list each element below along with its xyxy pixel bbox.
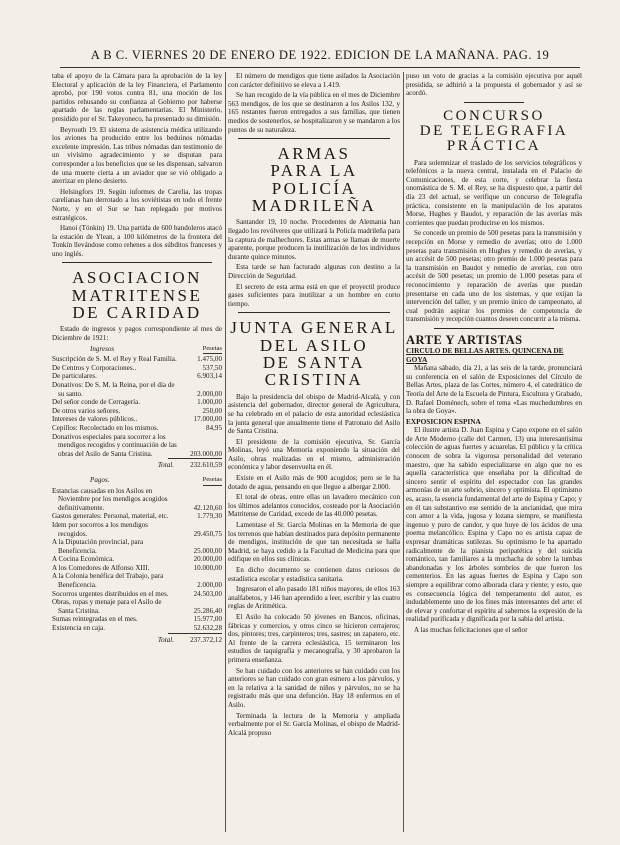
ledger-pagos-head	[52, 476, 222, 485]
article-text: Hanoi (Tónkin) 19. Una partida de 600 bandoleros atacó la estación de Ylean, a 100 kilómetros de la frontera del Tonkín llevándose como rehenes a dos súbditos franceses y uno inglés.	[52, 224, 222, 258]
ledger-row-label: A los Comedores de Alfonso XIII.	[52, 563, 150, 572]
total-label: Total.	[157, 461, 174, 470]
ledger-row	[52, 487, 222, 513]
ledger-row-label: Obras, ropas y menaje para el Asilo de Santa Cristina.	[52, 598, 162, 615]
ledger-row	[52, 590, 222, 599]
ledger-row-amount: 1.000,00	[197, 398, 222, 407]
ledger-row-amount: 25.286,40	[193, 606, 222, 615]
ledger-row-amount: 20.000,00	[193, 555, 222, 564]
headline-line: MATRITENSE	[71, 285, 203, 305]
headline-concurso	[406, 109, 582, 155]
ledger-row-amount: 15.977,00	[193, 615, 222, 624]
ledger-total-ingresos	[52, 461, 222, 470]
article-text: El presidente de la comisión ejecutiva, Sr. García Molinas, leyó una Memoria exponiendo la situación del Asilo, obras realizadas en el mismo, administración económica y labor desenvuelta en él.	[228, 437, 400, 472]
ledger-row	[52, 598, 222, 615]
subheading-exposicion: EXPOSICION ESPINA	[406, 416, 481, 426]
article-text: Se concede un premio de 500 pesetas para la transmisión y recepción en Morse y remedio de averías; otro de 1.000 pesetas para transmisión en Hughes y remedio de averías, y un accésit de 500 pesetas; otro premio de 1.000 pesetas para la transmisión en Baudot y remedio de averías, con otro accésit de 500 pesetas; un premio de 1.000 pesetas para el reconocimiento y reparación de averías que puedan presentarse en cada uno de los sistemas, y que exijan la intervención del taller, y un premio único de campeonato, al cual podrán aspirar los premios de competencia de transmisión y recepción cuantos deseen concurrir a la misma.	[406, 229, 582, 324]
ledger-total-pagos	[52, 636, 222, 645]
article-text: Terminada la lectura de la Memoria y ampliada verbalmente por el Sr. García Molinas, el obispo de Madrid-Alcalá propuso	[228, 711, 400, 737]
total-amount: 237.372,12	[190, 635, 222, 644]
article-text: Mañana sábado, día 21, a las seis de la tarde, pronunciará su conferencia en el salón de Exposiciones del Círculo de Bellas Artes, plaza de las Cortes, número 4, el catedrático de Teoría del Arte de la Escuela de Pintura, Escultura y Grabado, D. Rafael Doménech, sobre el tema «Las muchedumbres en la obra de Goya».	[406, 364, 582, 416]
ledger-row	[52, 555, 222, 564]
ledger-row	[52, 564, 222, 573]
article-text: Lamentase el Sr. García Molinas en la Memoria de que los terrenos que habían destinados para depósito permanente de mendigos, institución de que tan necesitada se halla Madrid, se haya cedido a la Facultad de Medicina para que edifique en ellos sus clínicas.	[228, 521, 400, 564]
ledger-row-label: De Centros y Corporaciones..	[52, 363, 137, 372]
headline-line: JUNTA GENERAL	[230, 318, 398, 338]
ledger-row	[52, 415, 222, 424]
ledger-row-amount: 10.000,00	[193, 563, 222, 572]
ledger-row-label: Existencia en caja.	[52, 624, 105, 633]
article-text: Para solemnizar el traslado de los servicios telegráficos y telefónicos a la nueva central, instalada en el Palacio de Comunicaciones, de esta corte, y celebrar la fiesta onomástica de S. M. el Rey, se ha dispuesto que, a partir del día 23 del actual, se verifique un concurso de Telegrafía práctica, consistente en la manipulación de los aparatos Morse, Hughes y Baudot, y reparación de las averías más corrientes que puedan producirse en los mismos.	[406, 158, 582, 227]
headline-line: CONCURSO	[443, 107, 545, 124]
ledger-row	[52, 407, 222, 416]
column-3	[406, 72, 582, 832]
article-text: A las muchas felicitaciones que el señor	[414, 625, 528, 634]
ledger-row-label: Socorros urgentes distribuidos en el mes.	[52, 589, 169, 598]
article-text: En dicho documento se contienen datos curiosos de estadística escolar y estadística sanitaria.	[228, 566, 400, 583]
total-rule	[168, 633, 222, 634]
ledger-row-label: Suscripción de S. M. el Rey y Real Familia.	[52, 355, 177, 364]
article-text: Esta tarde se han facturado algunas con destino a la Dirección de Seguridad.	[228, 263, 400, 281]
ledger-row-label: Intereses de valores públicos..	[52, 415, 138, 424]
ledger-row-amount: 42.120,60	[193, 503, 222, 512]
ledger-row-amount: 17.000,00	[193, 415, 222, 424]
section-title-arte: ARTE Y ARTISTAS	[406, 332, 523, 347]
ledger-row-label: A Cocina Económica.	[52, 555, 115, 564]
article-text: Santander 19, 10 noche. Procedentes de Alemania han llegado los revólveres que utilizará la Policía madrileña para la captura de malhechores. Estas armas se llaman de muerte aparente, porque producen la inutilización de los individuos durante quince minutos.	[228, 218, 400, 261]
ledger-row	[52, 364, 222, 373]
headline-line: DE TELEGRAFIA	[419, 123, 569, 140]
ledger-row	[52, 572, 222, 589]
ledger-row-label: Cepillos: Recolectado en los mismos.	[52, 423, 159, 432]
ledger-pesetas-label: Pesetas	[203, 345, 222, 355]
ledger-row	[52, 521, 222, 538]
ledger-row-label: Idem por socorros a los mendigos recogidos.	[52, 520, 148, 538]
ledger-row-label: Del señor conde de Cerragería.	[52, 398, 141, 407]
ledger-row-amount: 6.903,14	[197, 372, 222, 381]
ledger-row-amount: 250,00	[202, 406, 222, 415]
ledger-row	[52, 372, 222, 381]
headline-asociacion	[52, 269, 222, 321]
ledger-row-label: Donativos: De S. M. la Reina, por el día de su santo.	[52, 381, 175, 398]
ledger-row	[52, 615, 222, 624]
article-text: Helsingfors 19. Según informes de Carelia, las tropas carelianas han derrotado a los soviétistas en todo el frente Norte, y en el Sur se han replegado por motivos estratégicos.	[52, 187, 222, 222]
divider	[62, 262, 212, 263]
headline-armas	[228, 145, 400, 214]
ledger-row-amount: 2.000,00	[197, 389, 222, 398]
ledger-row-label: Estancias causadas en los Asilos en Noviembre por los mendigos acogidos definitivamente.	[52, 486, 168, 512]
article-text: puso un voto de gracias a la comisión ejecutiva por aquél presidida, se adhirió a la propuesta el gobernador y así se acordó.	[406, 72, 582, 98]
total-amount: 232.610,59	[190, 461, 222, 470]
divider	[238, 138, 390, 139]
column-2	[228, 72, 400, 832]
headline-line: ASOCIACION	[72, 268, 202, 288]
ledger-row-label: De particulares.	[52, 372, 97, 381]
ledger-row-amount: 29.450,75	[193, 529, 222, 538]
subheading-circulo: CIRCULO DE BELLAS ARTES. QUINCENA DE GOYA	[406, 345, 564, 364]
article-text: Se han recogido de la vía pública en el mes de Diciembre 563 mendigos, de los que se destinaron a los Asilos 132, y 165 restantes fueron entregados a sus familias, que tienen medios de sostenerlos, se hospitalizaron y se mandaron a los puntos de su naturaleza.	[228, 91, 400, 134]
ledger-row	[52, 512, 222, 521]
ledger-row-label: Donativos especiales para socorrer a los mendigos recogidos y continuación de las obras del Asilo de Santa Cristina.	[52, 432, 177, 458]
masthead: A B C. VIERNES 20 DE ENERO DE 1922. EDICION DE LA MAÑANA. PAG. 19	[60, 45, 580, 68]
headline-line: MADRILEÑA	[251, 196, 377, 216]
ledger-pesetas-label: Pesetas	[203, 476, 222, 486]
ledger-ingresos	[52, 355, 222, 458]
ledger-row-label: A la Colonia benéfica del Trabajo, para Beneficencia.	[52, 572, 164, 590]
ledger-row	[52, 433, 222, 459]
headline-junta	[228, 319, 400, 388]
column-1	[52, 72, 222, 832]
article-text: Existe en el Asilo más de 900 acogidos; pero se le ha dotado de agua, pensando en que llegue a albergar 2.000.	[228, 474, 400, 491]
article-text: taba el apoyo de la Cámara para la aprobación de la ley Electoral y aplicación de la ley Financiera, el Parlamento aprobó, por 190 votos contra 81, una moción de los partidos rehusando su confianza al Gobierno por haberse apartado de las reglas parlamentarias. El Ministerio, presidido por el Sr. Takeyoneco, ha presentado su dimisión.	[52, 72, 222, 123]
article-text: Beyrouth 19. El sistema de asistencia médica utilizando los aviones ha producido entre los beduinos nómadas excelente impresión. Las tribus nómadas dan testimonio de un vivísimo agradecimiento y se disputan para corresponder a los beneficios que se les dispensan, salvaron de una muerte cierta a un aviador que se vió obligado a aterrizar en pleno desierto.	[52, 125, 222, 186]
ledger-row-amount: 2.000,00	[197, 581, 222, 590]
column-rule	[225, 72, 226, 832]
ledger-row-amount: 1.779,30	[197, 512, 222, 521]
article-text: El total de obras, entre ellas un lavadero mecánico con los últimos adelantos conocidos, costeado por la Asociación Matritense de Caridad, excede de las 40.000 pesetas.	[228, 493, 400, 519]
ledger-row	[52, 381, 222, 398]
headline-line: DEL ASILO	[259, 335, 369, 355]
ledger-row	[52, 538, 222, 555]
ledger-ingresos-label: Ingresos	[90, 344, 115, 353]
ledger-row	[52, 624, 222, 633]
ledger-ingresos-head	[52, 345, 222, 354]
article-text: Bajo la presidencia del obispo de Madrid-Alcalá, y con asistencia del gobernador, director general de Agricultura, se ha celebrado en el palacio de esta autoridad eclesiástica la junta general que anualmente tiene el Patronato del Asilo de Santa Cristina.	[228, 392, 400, 436]
ledger-row	[52, 398, 222, 407]
divider	[464, 102, 524, 103]
article-text: Ingresaron el año pasado 181 niños mayores, de ellos 163 analfabetos, y 146 han aprendido a leer, escribir y las cuatro reglas de Aritmética.	[228, 585, 400, 611]
ledger-row	[52, 424, 222, 433]
ledger-row	[52, 355, 222, 364]
ledger-row-amount: 52.632,28	[193, 624, 222, 633]
headline-line: DE SANTA CRISTINA	[262, 353, 366, 390]
article-text: El Asilo ha colocado 50 jóvenes en Bancos, oficinas, fábricas y comercios, y otros cinco se hicieron cerrajeros; dos, pintores; tres, carpinteros; tres, sastres; un zapatero, etc. Al frente de la carrera eclesiástica, 15 terminaron los estudios de taquigrafía y mecanografía, y 30 aprobaron la primera enseñanza.	[228, 612, 400, 664]
ledger-row-amount: 25.000,00	[193, 546, 222, 555]
article-text: Se han cuidado con los anteriores se han cuidado con los anteriores se han cuidado con gran esmero a los párvulos, y en la relativa a la sanidad de niños y párvulos, no se ha registrado más que una defunción. Hay 18 enfermos en el Asilo.	[228, 666, 400, 709]
total-rule	[168, 458, 222, 459]
headline-line: PARA LA POLICÍA	[270, 161, 358, 198]
ledger-row-amount: 537,50	[202, 363, 222, 372]
total-label: Total.	[157, 635, 174, 644]
ledger-row-amount: 1.475,00	[197, 355, 222, 364]
divider	[434, 328, 554, 329]
headline-line: PRÁCTICA	[446, 138, 542, 155]
article-text: El número de mendigos que tiene asilados la Asociación con carácter definitivo se eleva a 1.419.	[228, 72, 400, 89]
ledger-row-label: De otros varios señores.	[52, 406, 121, 415]
ledger-row-amount: 203.000,00	[190, 449, 222, 458]
column-rule	[403, 72, 404, 832]
ledger-row-label: Gastos generales: Personal, material, etc.	[52, 512, 169, 521]
article-text: El ilustre artista D. Juan Espina y Capo expone en el salón de Arte Moderno (calle del Carmen, 13) una interesantísima colección de aguas fuertes y acuarelas. El público y la crítica conocen de sobra la vigorosa personalidad del veterano maestro, que ha sabido especializarse en algo que no es aquella característica que enseñaba por la dificultad de sincero sentir el espíritu del espectador con las grandes armonías de un arte sobrio, sincero y optimista. El optimismo es, acaso, la esencia fundamental del arte de Espina y Capo; y en él tan substantivo ese sentido de la ancianidad, que mira con amor a la vida, jugosa y lozana siempre, se manifiesta ingenuo y puro de candor, y que huye de los ácidos de una poema melancólico. Espina y Capo no es artista capaz de expresar dramáticas sutilezas. Su optimismo le ha apartado radicalmente de la pianista peripatética y del suicida romántico, tan familiares a la muchacha de sobre la tumbas abandonadas y los árboles sombríos de que fueron los cementerios. En las aguas fuertes de Espina y Capo son siempre a equilibrar como alborada clara y riente; y esto, que es consecuencia lógica del temperamento del autor, es indudablemente uno de los fines más interesantes del arte: el de elevar y confortar el espíritu al sabernos la expresión de la realidad purificada y dignificada por la sabia del artista.	[406, 426, 582, 624]
ledger-intro: Estado de ingresos y pagos correspondiente al mes de Diciembre de 1921:	[52, 325, 222, 343]
divider	[238, 312, 390, 313]
article-text: El secreto de esta arma está en que el proyectil produce gases suficientes para inutilizar a un hombre en corto tiempo.	[228, 282, 400, 308]
ledger-pagos	[52, 487, 222, 633]
headline-line: DE CARIDAD	[72, 303, 202, 323]
headline-line: ARMAS	[277, 144, 351, 164]
ledger-pagos-label: Pagos.	[90, 475, 110, 484]
ledger-row-amount: 84,95	[206, 423, 222, 432]
ledger-row-label: Sumas reintegradas en el mes.	[52, 615, 138, 624]
ledger-row-label: A la Diputación provincial, para Beneficencia.	[52, 538, 144, 555]
ledger-row-amount: 24.503,00	[193, 589, 222, 598]
